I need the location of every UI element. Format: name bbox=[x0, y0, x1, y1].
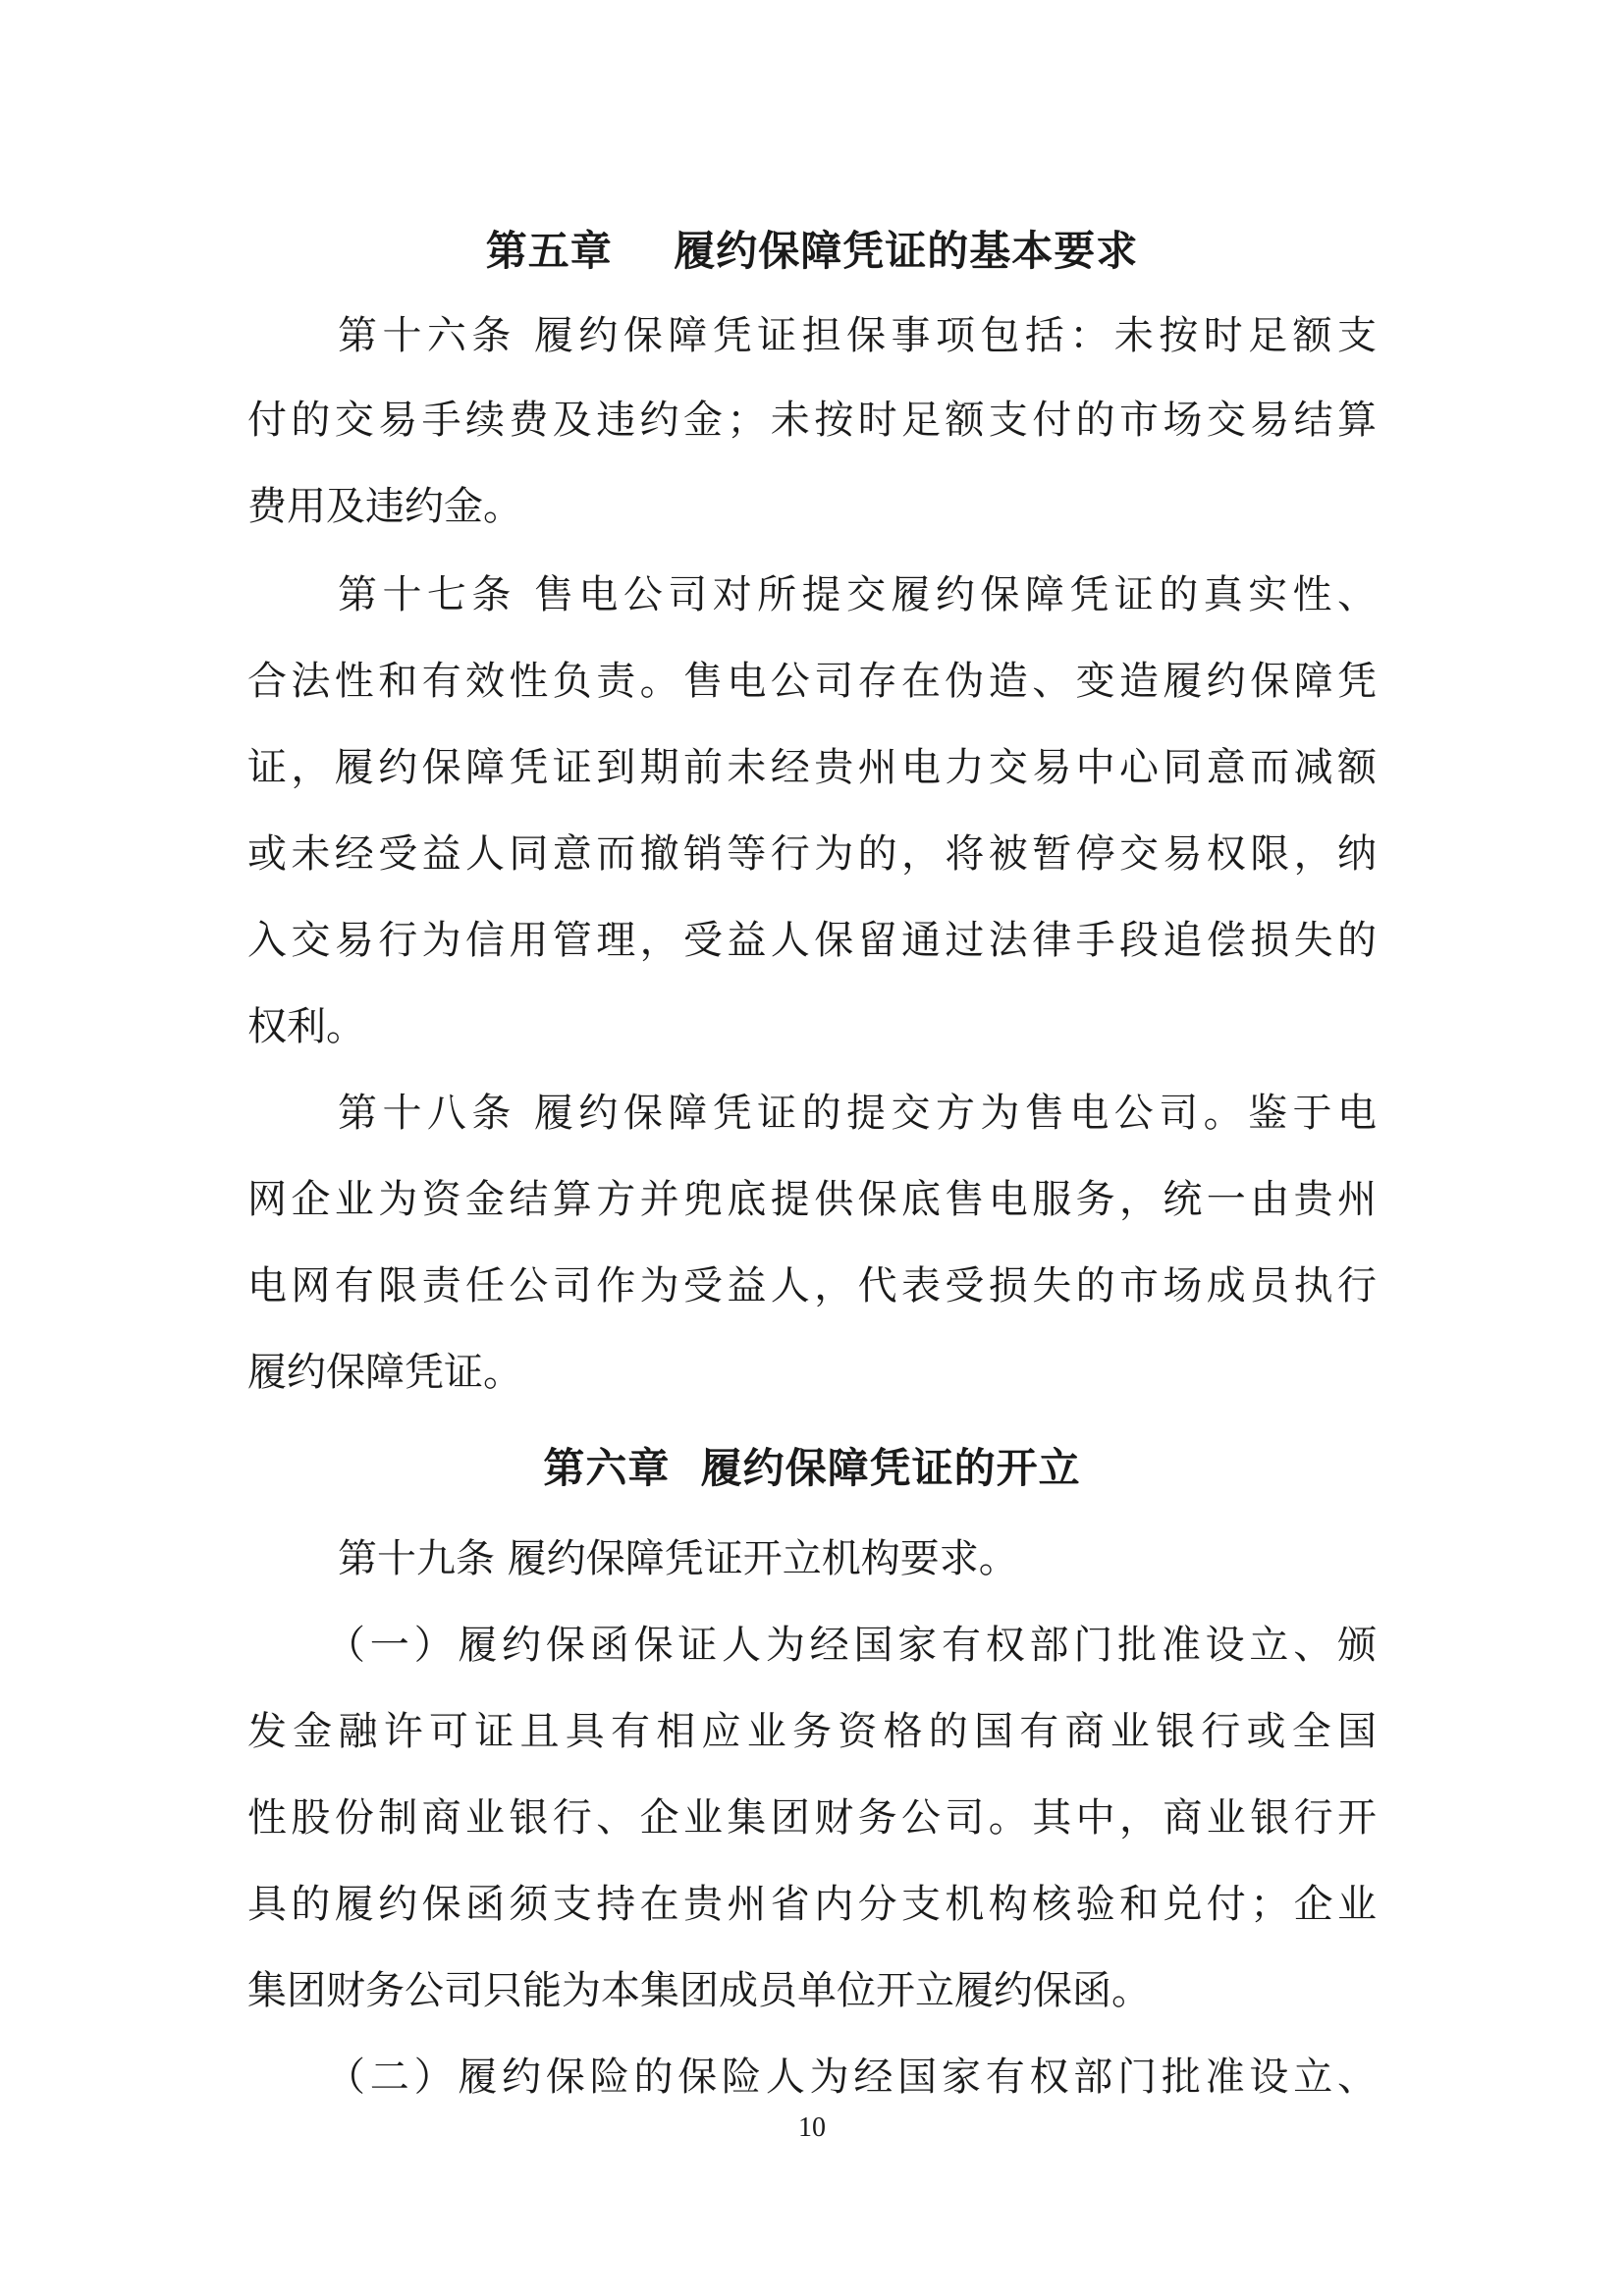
item-1-line-5: 集团财务公司只能为本集团成员单位开立履约保函。 bbox=[247, 1968, 1151, 2013]
article-17-line-1: 第十七条 售电公司对所提交履约保障凭证的真实性、 bbox=[338, 572, 1377, 617]
article-18-line-1: 第十八条 履约保障凭证的提交方为售电公司。鉴于电 bbox=[338, 1091, 1377, 1136]
page-number: 10 bbox=[798, 2112, 826, 2143]
article-17-line-4: 或未经受益人同意而撤销等行为的，将被暂停交易权限，纳 bbox=[247, 831, 1377, 877]
chapter-5-heading: 第五章 履约保障凭证的基本要求 bbox=[485, 227, 1139, 275]
article-17-line-2: 合法性和有效性负责。售电公司存在伪造、变造履约保障凭 bbox=[247, 659, 1377, 704]
chapter-6-heading: 第六章 履约保障凭证的开立 bbox=[543, 1444, 1081, 1492]
item-1-line-3: 性股份制商业银行、企业集团财务公司。其中，商业银行开 bbox=[247, 1795, 1377, 1841]
item-1-line-4: 具的履约保函须支持在贵州省内分支机构核验和兑付；企业 bbox=[247, 1882, 1377, 1927]
article-18-line-2: 网企业为资金结算方并兜底提供保底售电服务，统一由贵州 bbox=[247, 1177, 1377, 1222]
item-2-line-1: （二）履约保险的保险人为经国家有权部门批准设立、 bbox=[326, 2055, 1377, 2100]
article-16-line-2: 付的交易手续费及违约金；未按时足额支付的市场交易结算 bbox=[247, 398, 1377, 443]
item-1-line-1: （一）履约保函保证人为经国家有权部门批准设立、颁 bbox=[326, 1623, 1377, 1668]
item-1-line-2: 发金融许可证且具有相应业务资格的国有商业银行或全国 bbox=[247, 1709, 1377, 1754]
article-19-line-1: 第十九条 履约保障凭证开立机构要求。 bbox=[338, 1536, 1018, 1581]
article-18-line-4: 履约保障凭证。 bbox=[247, 1350, 522, 1395]
article-17-line-6: 权利。 bbox=[247, 1004, 365, 1049]
article-16-line-1: 第十六条 履约保障凭证担保事项包括：未按时足额支 bbox=[338, 313, 1377, 358]
article-18-line-3: 电网有限责任公司作为受益人，代表受损失的市场成员执行 bbox=[247, 1263, 1377, 1308]
article-16-line-3: 费用及违约金。 bbox=[247, 484, 522, 529]
article-17-line-3: 证，履约保障凭证到期前未经贵州电力交易中心同意而减额 bbox=[247, 745, 1377, 790]
article-17-line-5: 入交易行为信用管理，受益人保留通过法律手段追偿损失的 bbox=[247, 918, 1377, 963]
